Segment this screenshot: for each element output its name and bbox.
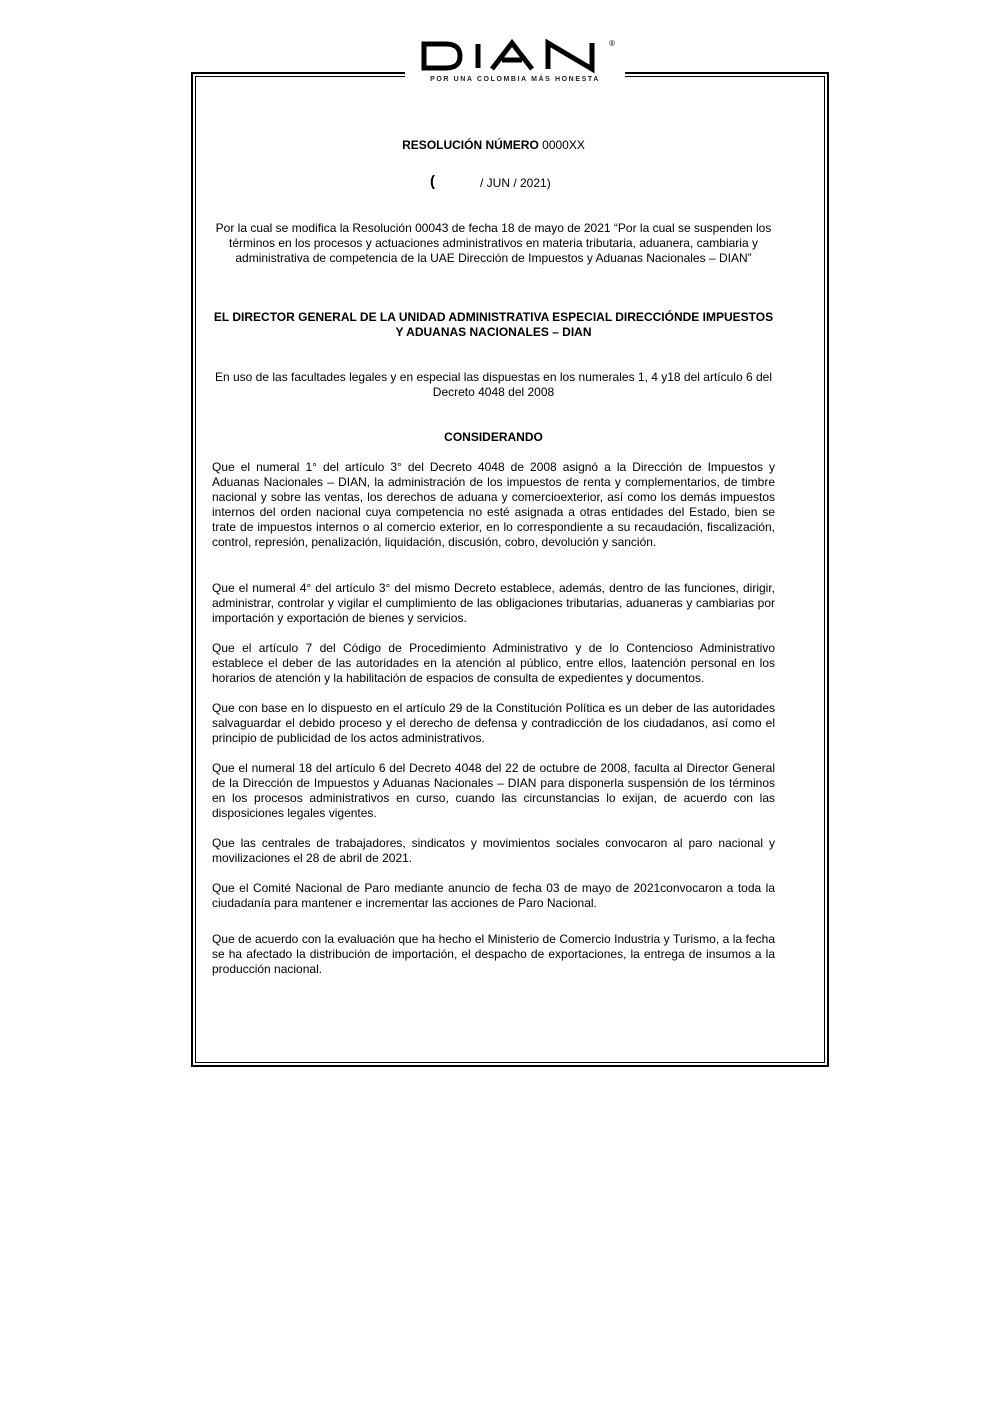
paragraph-8: Que de acuerdo con la evaluación que ha hecho el Ministerio de Comercio Industria y Turismo, a la fecha se ha afectado la distribución de importación, el despacho de exportaciones, la entrega de insumos a la producción nacional. <box>212 932 775 976</box>
paragraph-1: Que el numeral 1° del artículo 3° del Decreto 4048 de 2008 asignó a la Dirección de Impuestos y Aduanas Nacionales – DIAN, la administración de los impuestos de renta y complementarios, de timbre nacional y sobre las ventas, los derechos de aduana y comercioexterior, así como los demás impuestos internos del orden nacional cuya competencia no esté asignada a otras entidades del Estado, bien se trate de impuestos internos o al comercio exterior, en lo correspondiente a su recaudación, fiscalización, control, represión, penalización, liquidación, discusión, cobro, devolución y sanción. <box>212 460 775 549</box>
paragraph-6: Que las centrales de trabajadores, sindicatos y movimientos sociales convocaron al paro nacional y movilizaciones el 28 de abril de 2021. <box>212 836 775 865</box>
resolution-number-line <box>212 138 775 153</box>
paragraph-3: Que el artículo 7 del Código de Procedimiento Administrativo y de lo Contencioso Administrativo establece el deber de las autoridades en la atención al público, entre ellos, laatención personal en los horarios de atención y la habilitación de espacios de consulta de expedientes y documentos. <box>212 641 775 685</box>
paragraph-4: Que con base en lo dispuesto en el artículo 29 de la Constitución Política es un deber de las autoridades salvaguardar el debido proceso y el derecho de defensa y contradicción de los ciudadanos, así como el principio de publicidad de los actos administrativos. <box>212 701 775 745</box>
paragraph-2: Que el numeral 4° del artículo 3° del mismo Decreto establece, además, dentro de las funciones, dirigir, administrar, controlar y vigilar el cumplimiento de las obligaciones tributarias, aduaneras y cambiarias por importación y exportación de bienes y servicios. <box>212 581 775 625</box>
resolution-date: / JUN / 2021) <box>480 176 551 190</box>
resolution-label: RESOLUCIÓN NÚMERO <box>402 138 539 152</box>
considerando-heading: CONSIDERANDO <box>444 430 543 444</box>
paragraph-5: Que el numeral 18 del artículo 6 del Decreto 4048 del 22 de octubre de 2008, faculta al Director General de la Dirección de Impuestos y Aduanas Nacionales – DIAN para disponerla suspensión de los términos en los procesos administrativos en curso, cuando las circunstancias lo exijan, de acuerdo con las disposiciones legales vigentes. <box>212 761 775 820</box>
registered-mark: ® <box>609 39 615 48</box>
resolution-subject: Por la cual se modifica la Resolución 00043 de fecha 18 de mayo de 2021 “Por la cual se suspenden los términos en los procesos y actuaciones administrativos en materia tributaria, aduanera, cambiaria y administrativa de competencia de la UAE Dirección de Impuestos y Aduanas Nacionales – DIAN” <box>215 221 772 265</box>
paragraph-7: Que el Comité Nacional de Paro mediante anuncio de fecha 03 de mayo de 2021convocaron a toda la ciudadanía para mantener e incrementar las acciones de Paro Nacional. <box>212 881 775 910</box>
date-open-paren: ( <box>430 173 435 190</box>
logo-tagline: POR UNA COLOMBIA MÁS HONESTA <box>430 76 600 83</box>
legal-powers: En uso de las facultades legales y en especial las dispuestas en los numerales 1, 4 y18 del artículo 6 del Decreto 4048 del 2008 <box>214 370 772 399</box>
resolution-number: 0000XX <box>542 138 585 152</box>
issuing-authority: EL DIRECTOR GENERAL DE LA UNIDAD ADMINISTRATIVA ESPECIAL DIRECCIÓNDE IMPUESTOS Y ADUANAS NACIONALES – DIAN <box>213 310 774 339</box>
dian-wordmark <box>420 38 610 74</box>
dian-logo <box>405 38 625 96</box>
